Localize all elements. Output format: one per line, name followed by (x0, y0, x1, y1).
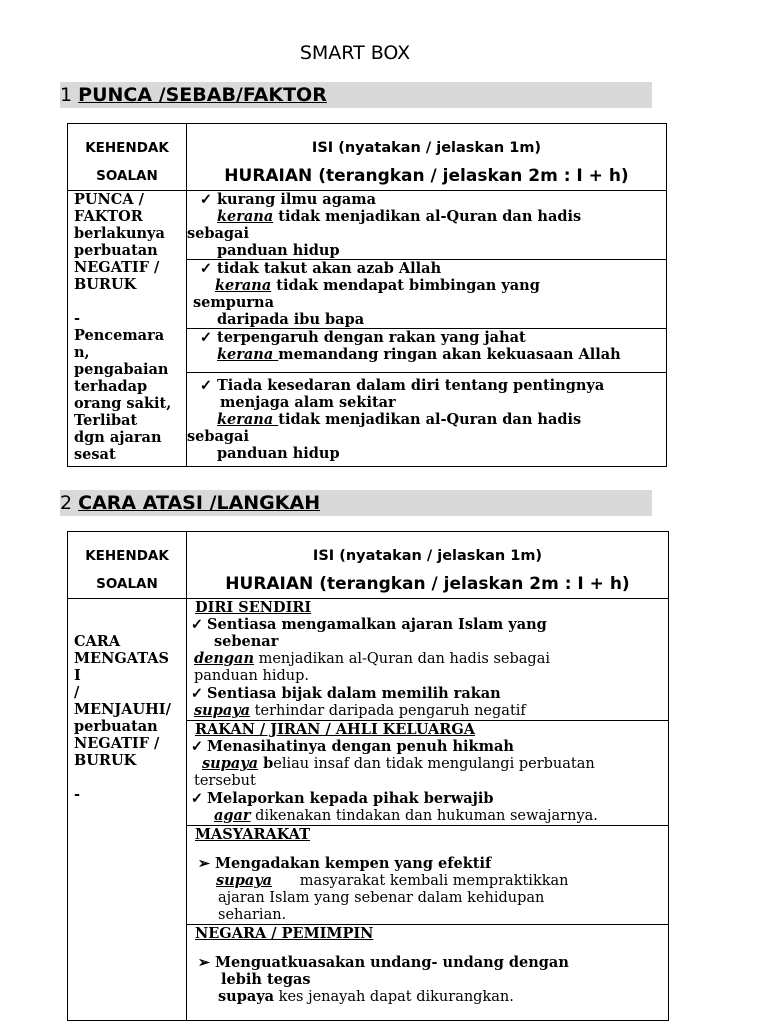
header-text: SOALAN (96, 168, 158, 184)
left-line (74, 769, 184, 786)
check-icon: ✓ (199, 191, 213, 208)
left-line: MENJAUHI/ (74, 701, 171, 718)
isi-cell (187, 599, 669, 721)
col-header-isi (187, 532, 669, 599)
check-icon: ✓ (199, 377, 213, 394)
section-number: 2 (60, 492, 73, 514)
left-line: - (74, 786, 81, 803)
huraian-text: seharian. (218, 907, 287, 923)
left-line: dgn ajaran (74, 429, 162, 446)
conjunction: supaya (216, 872, 273, 889)
huraian-text: masyarakat kembali mempraktikkan (272, 873, 569, 889)
header-text: ISI (nyatakan / jelaskan 1m) (311, 140, 542, 156)
left-line: perbuatan (74, 242, 158, 259)
left-line: terhadap (74, 378, 148, 395)
conjunction: dengan (194, 650, 254, 667)
huraian-text: tidak menjadikan al-Quran dan hadis (273, 208, 582, 225)
check-icon: ✓ (190, 790, 204, 807)
isi-cell (187, 826, 669, 925)
isi-point: Sentiasa bijak dalam memilih rakan (207, 685, 501, 702)
isi-cell (187, 260, 667, 329)
header-text: HURAIAN (terangkan / jelaskan 2m : I + h) (224, 166, 629, 186)
isi-point: Sentiasa mengamalkan ajaran Islam yang (207, 616, 547, 633)
left-line: - (74, 310, 81, 327)
left-line: CARA (74, 633, 121, 650)
col-header-kehendak (68, 124, 187, 191)
isi-cell (187, 329, 667, 373)
isi-point: lebih tegas (221, 971, 311, 988)
isi-cell (187, 925, 669, 1021)
conjunction: supaya (218, 988, 275, 1005)
huraian-text: terhindar daripada pengaruh negatif (250, 703, 526, 719)
huraian-text: sempurna (193, 294, 274, 311)
section-title: PUNCA /SEBAB/FAKTOR (78, 84, 327, 106)
isi-point: Mengadakan kempen yang efektif (215, 855, 492, 872)
section-2-heading (60, 490, 652, 516)
conjunction: kerana (217, 346, 279, 363)
col-header-isi (187, 124, 667, 191)
huraian-text: b (258, 755, 274, 772)
isi-point: Melaporkan kepada pihak berwajib (207, 790, 494, 807)
check-icon: ✓ (190, 685, 204, 702)
section-1-heading (60, 82, 652, 108)
left-line: NEGATIF / (74, 259, 160, 276)
isi-point: menjaga alam sekitar (220, 394, 396, 411)
left-line: I (74, 667, 81, 684)
left-line: MENGATAS (74, 650, 169, 667)
conjunction: agar (214, 807, 251, 824)
isi-point: Tiada kesedaran dalam diri tentang pentingnya (217, 377, 605, 394)
isi-cell (187, 721, 669, 826)
left-line: BURUK (74, 276, 137, 293)
huraian-text: tidak mendapat bimbingan yang (271, 277, 540, 294)
header-text: ISI (nyatakan / jelaskan 1m) (312, 548, 543, 564)
huraian-text: panduan hidup. (194, 668, 309, 684)
isi-point: Menguatkuasakan undang- undang dengan (215, 954, 569, 971)
huraian-text: kes jenayah dapat dikurangkan. (274, 989, 514, 1005)
left-line: perbuatan (74, 718, 158, 735)
arrow-bullet-icon: ➢ (197, 954, 211, 971)
conjunction: kerana (217, 208, 274, 225)
left-line: BURUK (74, 752, 137, 769)
huraian-text: tersebut (194, 773, 256, 789)
left-line: orang sakit, (74, 395, 172, 412)
check-icon: ✓ (199, 260, 213, 277)
left-line: FAKTOR (74, 208, 143, 225)
left-line: Terlibat (74, 412, 138, 429)
huraian-text: menjadikan al-Quran dan hadis sebagai (253, 651, 550, 667)
huraian-text: sebagai (187, 225, 249, 242)
header-text: HURAIAN (terangkan / jelaskan 2m : I + h) (225, 574, 630, 594)
huraian-text: sebagai (187, 428, 249, 445)
conjunction: kerana (215, 277, 272, 294)
subheading: NEGARA / PEMIMPIN (195, 925, 374, 942)
huraian-text: panduan hidup (217, 445, 340, 462)
check-icon: ✓ (190, 616, 204, 633)
isi-point: tidak takut akan azab Allah (217, 260, 442, 277)
left-line: / (74, 684, 80, 701)
subheading: DIRI SENDIRI (195, 599, 312, 616)
conjunction: supaya (194, 702, 251, 719)
col-header-kehendak (68, 532, 187, 599)
header-text: SOALAN (96, 576, 158, 592)
left-line: Pencemara (74, 327, 165, 344)
header-text: KEHENDAK (85, 140, 169, 156)
huraian-text: dikenakan tindakan dan hukuman sewajarnya. (250, 808, 598, 824)
header-text: KEHENDAK (85, 548, 169, 564)
arrow-bullet-icon: ➢ (197, 855, 211, 872)
huraian-text: tidak menjadikan al-Quran dan hadis (278, 411, 582, 428)
left-line: berlakunya (74, 225, 165, 242)
huraian-text: eliau insaf dan tidak mengulangi perbuatan (273, 756, 595, 772)
left-kehendak-cell (68, 599, 187, 1021)
left-line: PUNCA / (74, 191, 144, 208)
left-line: pengabaian (74, 361, 169, 378)
isi-point: sebenar (214, 633, 279, 650)
subheading: RAKAN / JIRAN / AHLI KELUARGA (195, 721, 475, 738)
subheading: MASYARAKAT (195, 826, 311, 843)
table-punca (67, 123, 667, 467)
left-line (74, 293, 184, 310)
conjunction: supaya (202, 755, 259, 772)
huraian-text: ajaran Islam yang sebenar dalam kehidupan (218, 890, 545, 906)
huraian-text: panduan hidup (217, 242, 340, 259)
left-line: sesat (74, 446, 116, 463)
left-kehendak-cell (68, 191, 187, 467)
huraian-text: daripada ibu bapa (217, 311, 365, 328)
check-icon: ✓ (199, 329, 213, 346)
isi-cell (187, 373, 667, 467)
left-line: n, (74, 344, 90, 361)
section-title: CARA ATASI /LANGKAH (78, 492, 321, 514)
section-number: 1 (60, 84, 73, 106)
isi-point: kurang ilmu agama (217, 191, 376, 208)
isi-point: terpengaruh dengan rakan yang jahat (217, 329, 526, 346)
check-icon: ✓ (190, 738, 204, 755)
huraian-text: memandang ringan akan kekuasaan Allah (278, 346, 621, 363)
isi-point: Menasihatinya dengan penuh hikmah (207, 738, 514, 755)
page-title: SMART BOX (299, 42, 411, 64)
table-cara-atasi (67, 531, 669, 1021)
left-line: NEGATIF / (74, 735, 160, 752)
conjunction: kerana (217, 411, 279, 428)
isi-cell (187, 191, 667, 260)
